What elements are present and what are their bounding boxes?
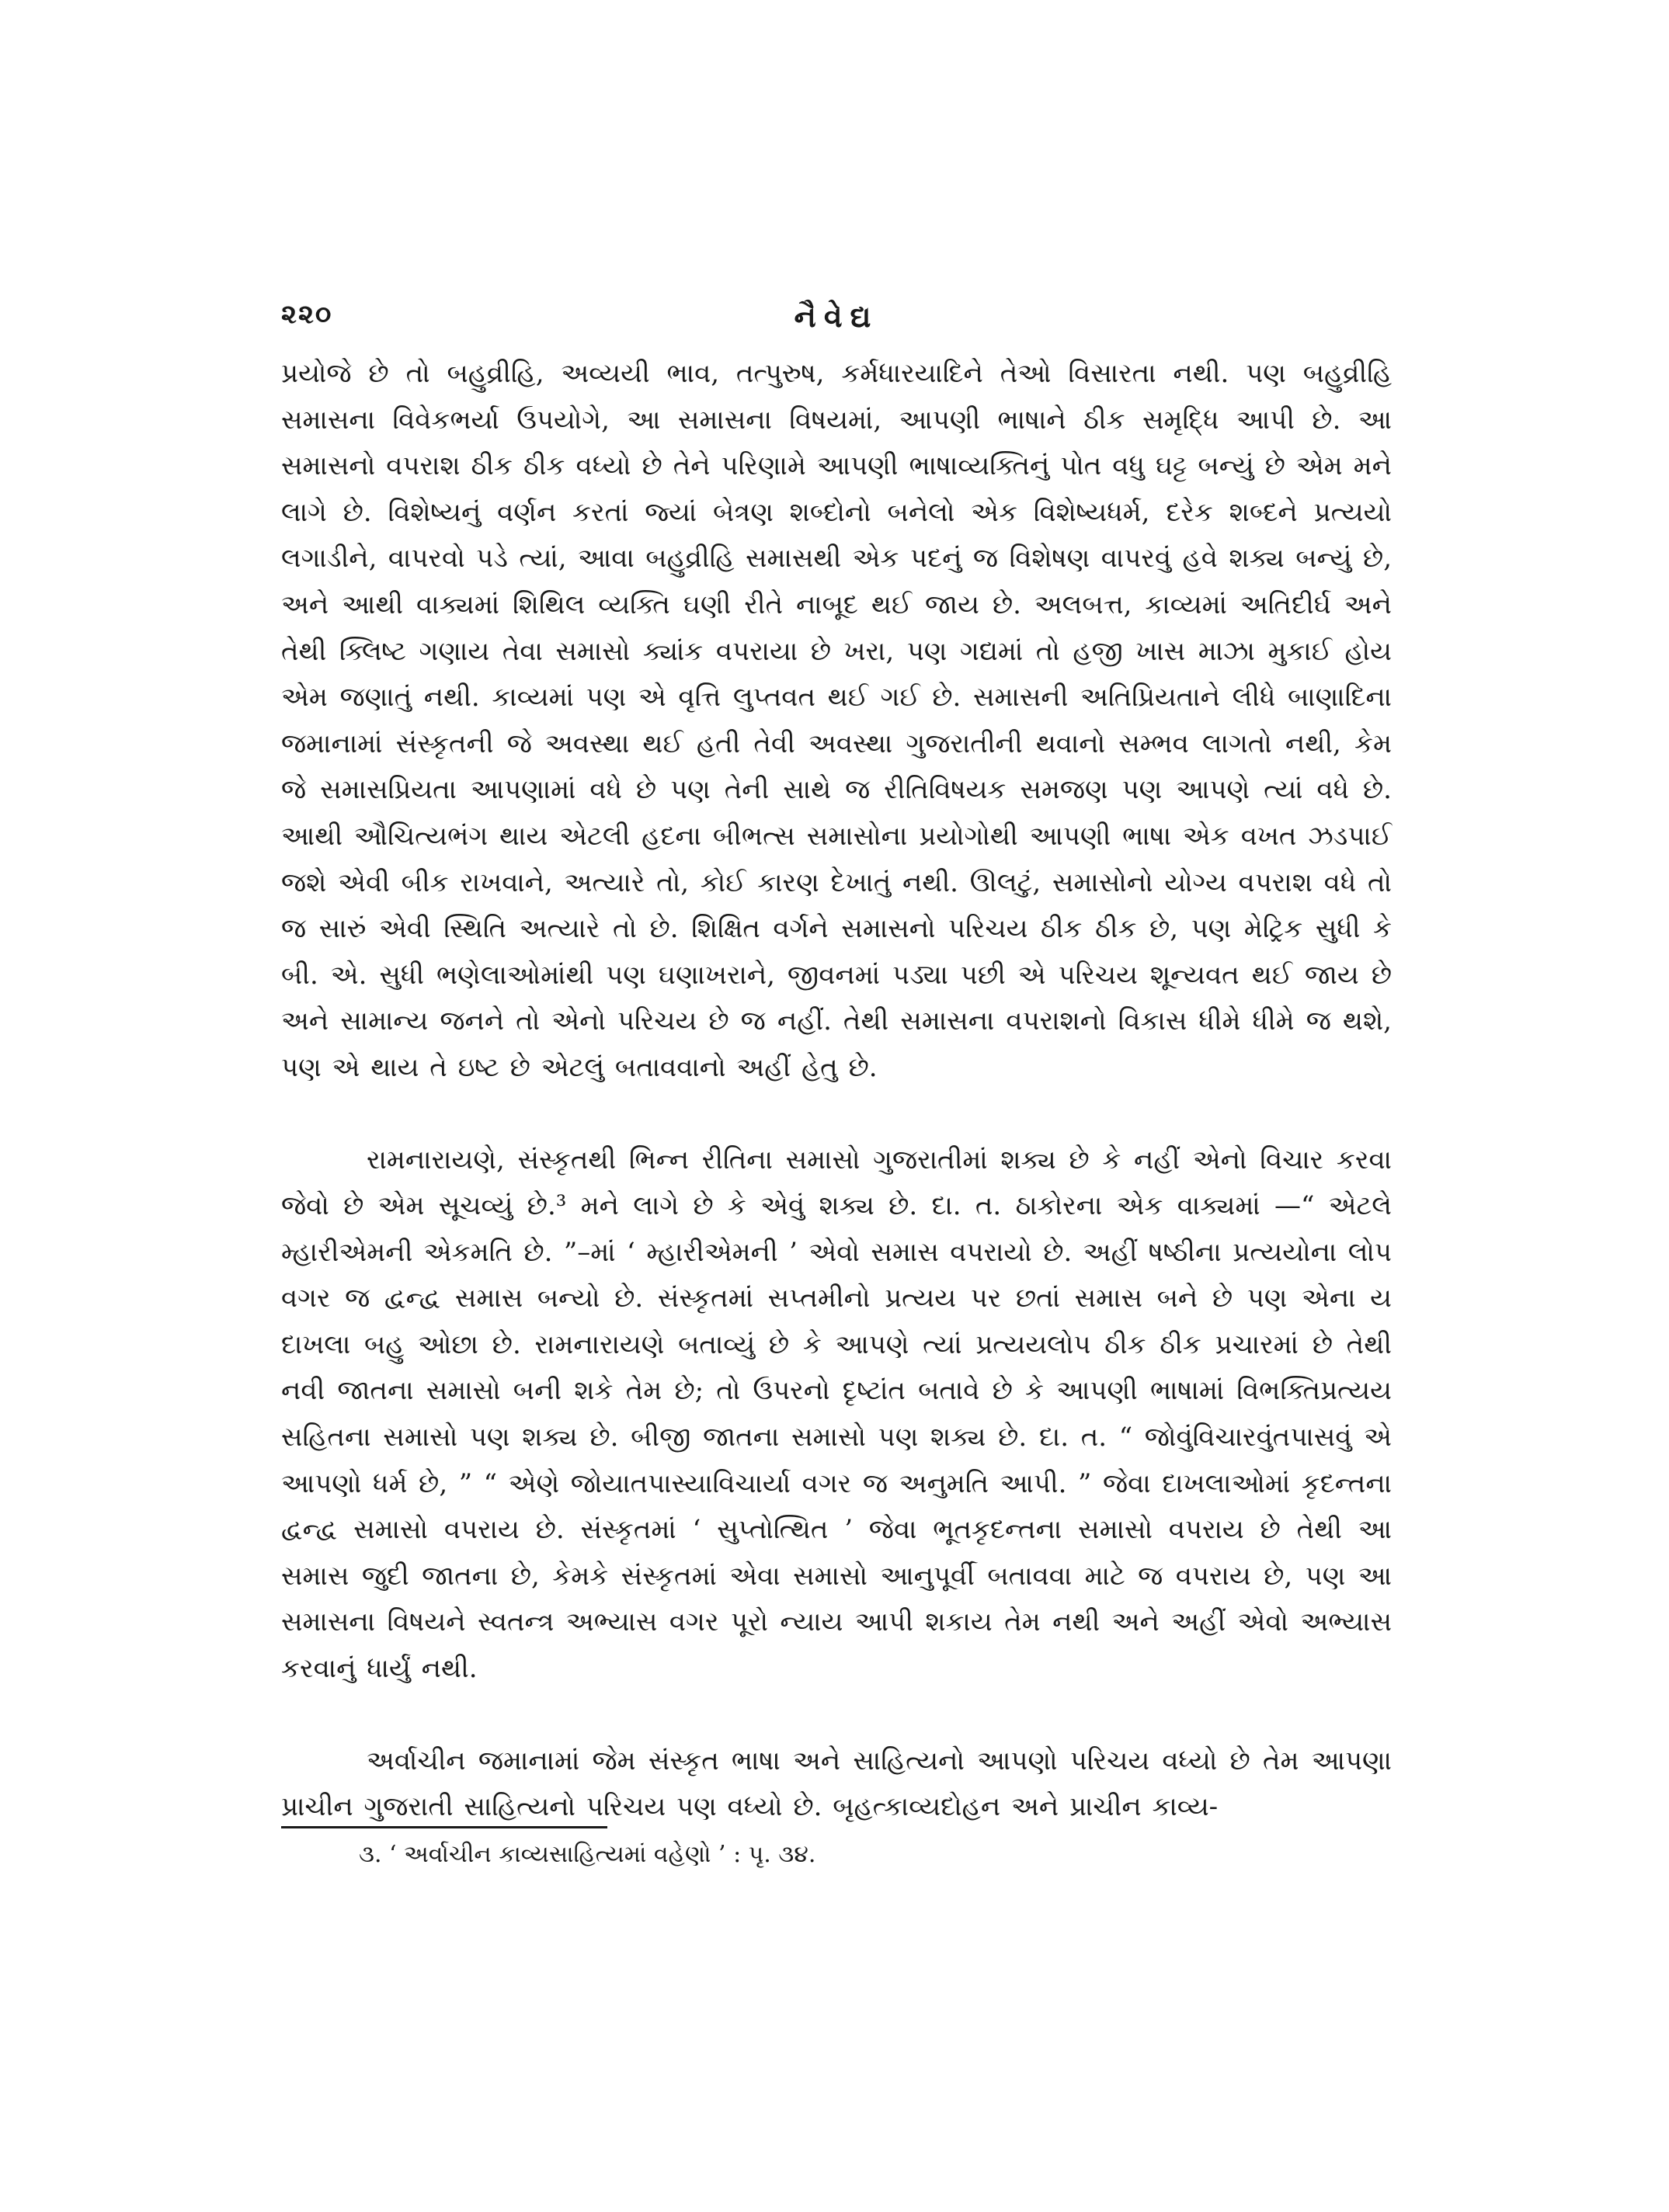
footnote: ૩. ‘ અર્વાચીન કાવ્યસાહિત્યમાં વહેણો ’ : પૃ. ૩૪. bbox=[359, 1841, 816, 1868]
footnote-area bbox=[281, 1826, 1392, 1872]
page-number: ૨૨૦ bbox=[281, 299, 333, 330]
paragraph: અર્વાચીન જમાનામાં જેમ સંસ્કૃત ભાષા અને સાહિત્યનો આપણો પરિચય વધ્યો છે તેમ આપણા પ્રાચીન ગુજરાતી સાહિત્યનો પરિચય પણ વધ્યો છે. બૃહત્કાવ્યદોહન અને પ્રાચીન કાવ્ય- bbox=[281, 1745, 1392, 1823]
body-text bbox=[281, 351, 1392, 1831]
footnote-divider bbox=[281, 1826, 607, 1828]
paragraph: રામનારાયણે, સંસ્કૃતથી ભિન્ન રીતિના સમાસો ગુજરાતીમાં શક્ય છે કે નહીં એનો વિચાર કરવા જેવો છે એમ સૂચવ્યું છે.³ મને લાગે છે કે એવું શક્ય છે. દા. ત. ઠાકોરના એક વાક્યમાં —“ એટલે મ્હારીએમની એકમતિ છે. ”–માં ‘ મ્હારીએમની ’ એવો સમાસ વપરાયો છે. અહીં ષષ્ઠીના પ્રત્યયોના લોપ વગર જ દ્વન્દ્વ સમાસ બન્યો છે. સંસ્કૃતમાં સપ્તમીનો પ્રત્યય પર છતાં સમાસ બને છે પણ એના ય દાખલા બહુ ઓછા છે. રામનારાયણે બતાવ્યું છે કે આપણે ત્યાં પ્રત્યયલોપ ઠીક ઠીક પ્રચારમાં છે તેથી નવી જાતના સમાસો બની શકે તેમ છે; તો ઉપરનો દૃષ્ટાંત બતાવે છે કે આપણી ભાષામાં વિભક્તિપ્રત્યય સહિતના સમાસો પણ શક્ય છે. બીજી જાતના સમાસો પણ શક્ય છે. દા. ત. “ જોવુંવિચારવુંતપાસવું એ આપણો ધર્મ છે, ” “ એણે જોયાતપાસ્યાવિચાર્યા વગર જ અનુમતિ આપી. ” જેવા દાખલાઓમાં કૃદન્તના દ્વન્દ્વ સમાસો વપરાય છે. સંસ્કૃતમાં ‘ સુપ્તોત્થિત ’ જેવા ભૂતકૃદન્તના સમાસો વપરાય છે તેથી આ સમાસ જુદી જાતના છે, કેમકે સંસ્કૃતમાં એવા સમાસો આનુપૂર્વી બતાવવા માટે જ વપરાય છે, પણ આ સમાસના વિષયને સ્વતન્ત્ર અભ્યાસ વગર પૂરો ન્યાય આપી શકાય તેમ નથી અને અહીં એવો અભ્યાસ કરવાનું ધાર્યું નથી. bbox=[281, 1144, 1392, 1685]
running-title: નૈવેદ્ય bbox=[794, 299, 879, 334]
page-header bbox=[281, 299, 1392, 346]
paragraph: પ્રયોજે છે તો બહુવ્રીહિ, અવ્યયી ભાવ, તત્પુરુષ, કર્મધારયાદિને તેઓ વિસારતા નથી. પણ બહુવ્રીહિ સમાસના વિવેકભર્યા ઉપયોગે, આ સમાસના વિષયમાં, આપણી ભાષાને ઠીક સમૃદ્ધિ આપી છે. આ સમાસનો વપરાશ ઠીક ઠીક વધ્યો છે તેને પરિણામે આપણી ભાષાવ્યક્તિનું પોત વધુ ઘટ્ટ બન્યું છે એમ મને લાગે છે. વિશેષ્યનું વર્ણન કરતાં જ્યાં બેત્રણ શબ્દોનો બનેલો એક વિશેષ્યધર્મ, દરેક શબ્દને પ્રત્યયો લગાડીને, વાપરવો પડે ત્યાં, આવા બહુવ્રીહિ સમાસથી એક પદનું જ વિશેષણ વાપરવું હવે શક્ય બન્યું છે, અને આથી વાક્યમાં શિથિલ વ્યક્તિ ઘણી રીતે નાબૂદ થઈ જાય છે. અલબત્ત, કાવ્યમાં અતિદીર્ઘ અને તેથી ક્લિષ્ટ ગણાય તેવા સમાસો ક્યાંક વપરાયા છે ખરા, પણ ગદ્યમાં તો હજી ખાસ માઝા મુકાઈ હોય એમ જણાતું નથી. કાવ્યમાં પણ એ વૃત્તિ લુપ્તવત થઈ ગઈ છે. સમાસની અતિપ્રિયતાને લીધે બાણાદિના જમાનામાં સંસ્કૃતની જે અવસ્થા થઈ હતી તેવી અવસ્થા ગુજરાતીની થવાનો સમ્ભવ લાગતો નથી, કેમ જે સમાસપ્રિયતા આપણામાં વધે છે પણ તેની સાથે જ રીતિવિષયક સમજણ પણ આપણે ત્યાં વધે છે. આથી ઔચિત્યભંગ થાય એટલી હદના બીભત્સ સમાસોના પ્રયોગોથી આપણી ભાષા એક વખત ઝડપાઈ જશે એવી બીક રાખવાને, અત્યારે તો, કોઈ કારણ દેખાતું નથી. ઊલટું, સમાસોનો યોગ્ય વપરાશ વધે તો જ સારું એવી સ્થિતિ અત્યારે તો છે. શિક્ષિત વર્ગને સમાસનો પરિચય ઠીક ઠીક છે, પણ મેટ્રિક સુધી કે બી. એ. સુધી ભણેલાઓમાંથી પણ ઘણાખરાને, જીવનમાં પડ્યા પછી એ પરિચય શૂન્યવત થઈ જાય છે અને સામાન્ય જનને તો એનો પરિચય છે જ નહીં. તેથી સમાસના વપરાશનો વિકાસ ધીમે ધીમે જ થશે, પણ એ થાય તે ઇષ્ટ છે એટલું બતાવવાનો અહીં હેતુ છે. bbox=[281, 358, 1392, 1083]
